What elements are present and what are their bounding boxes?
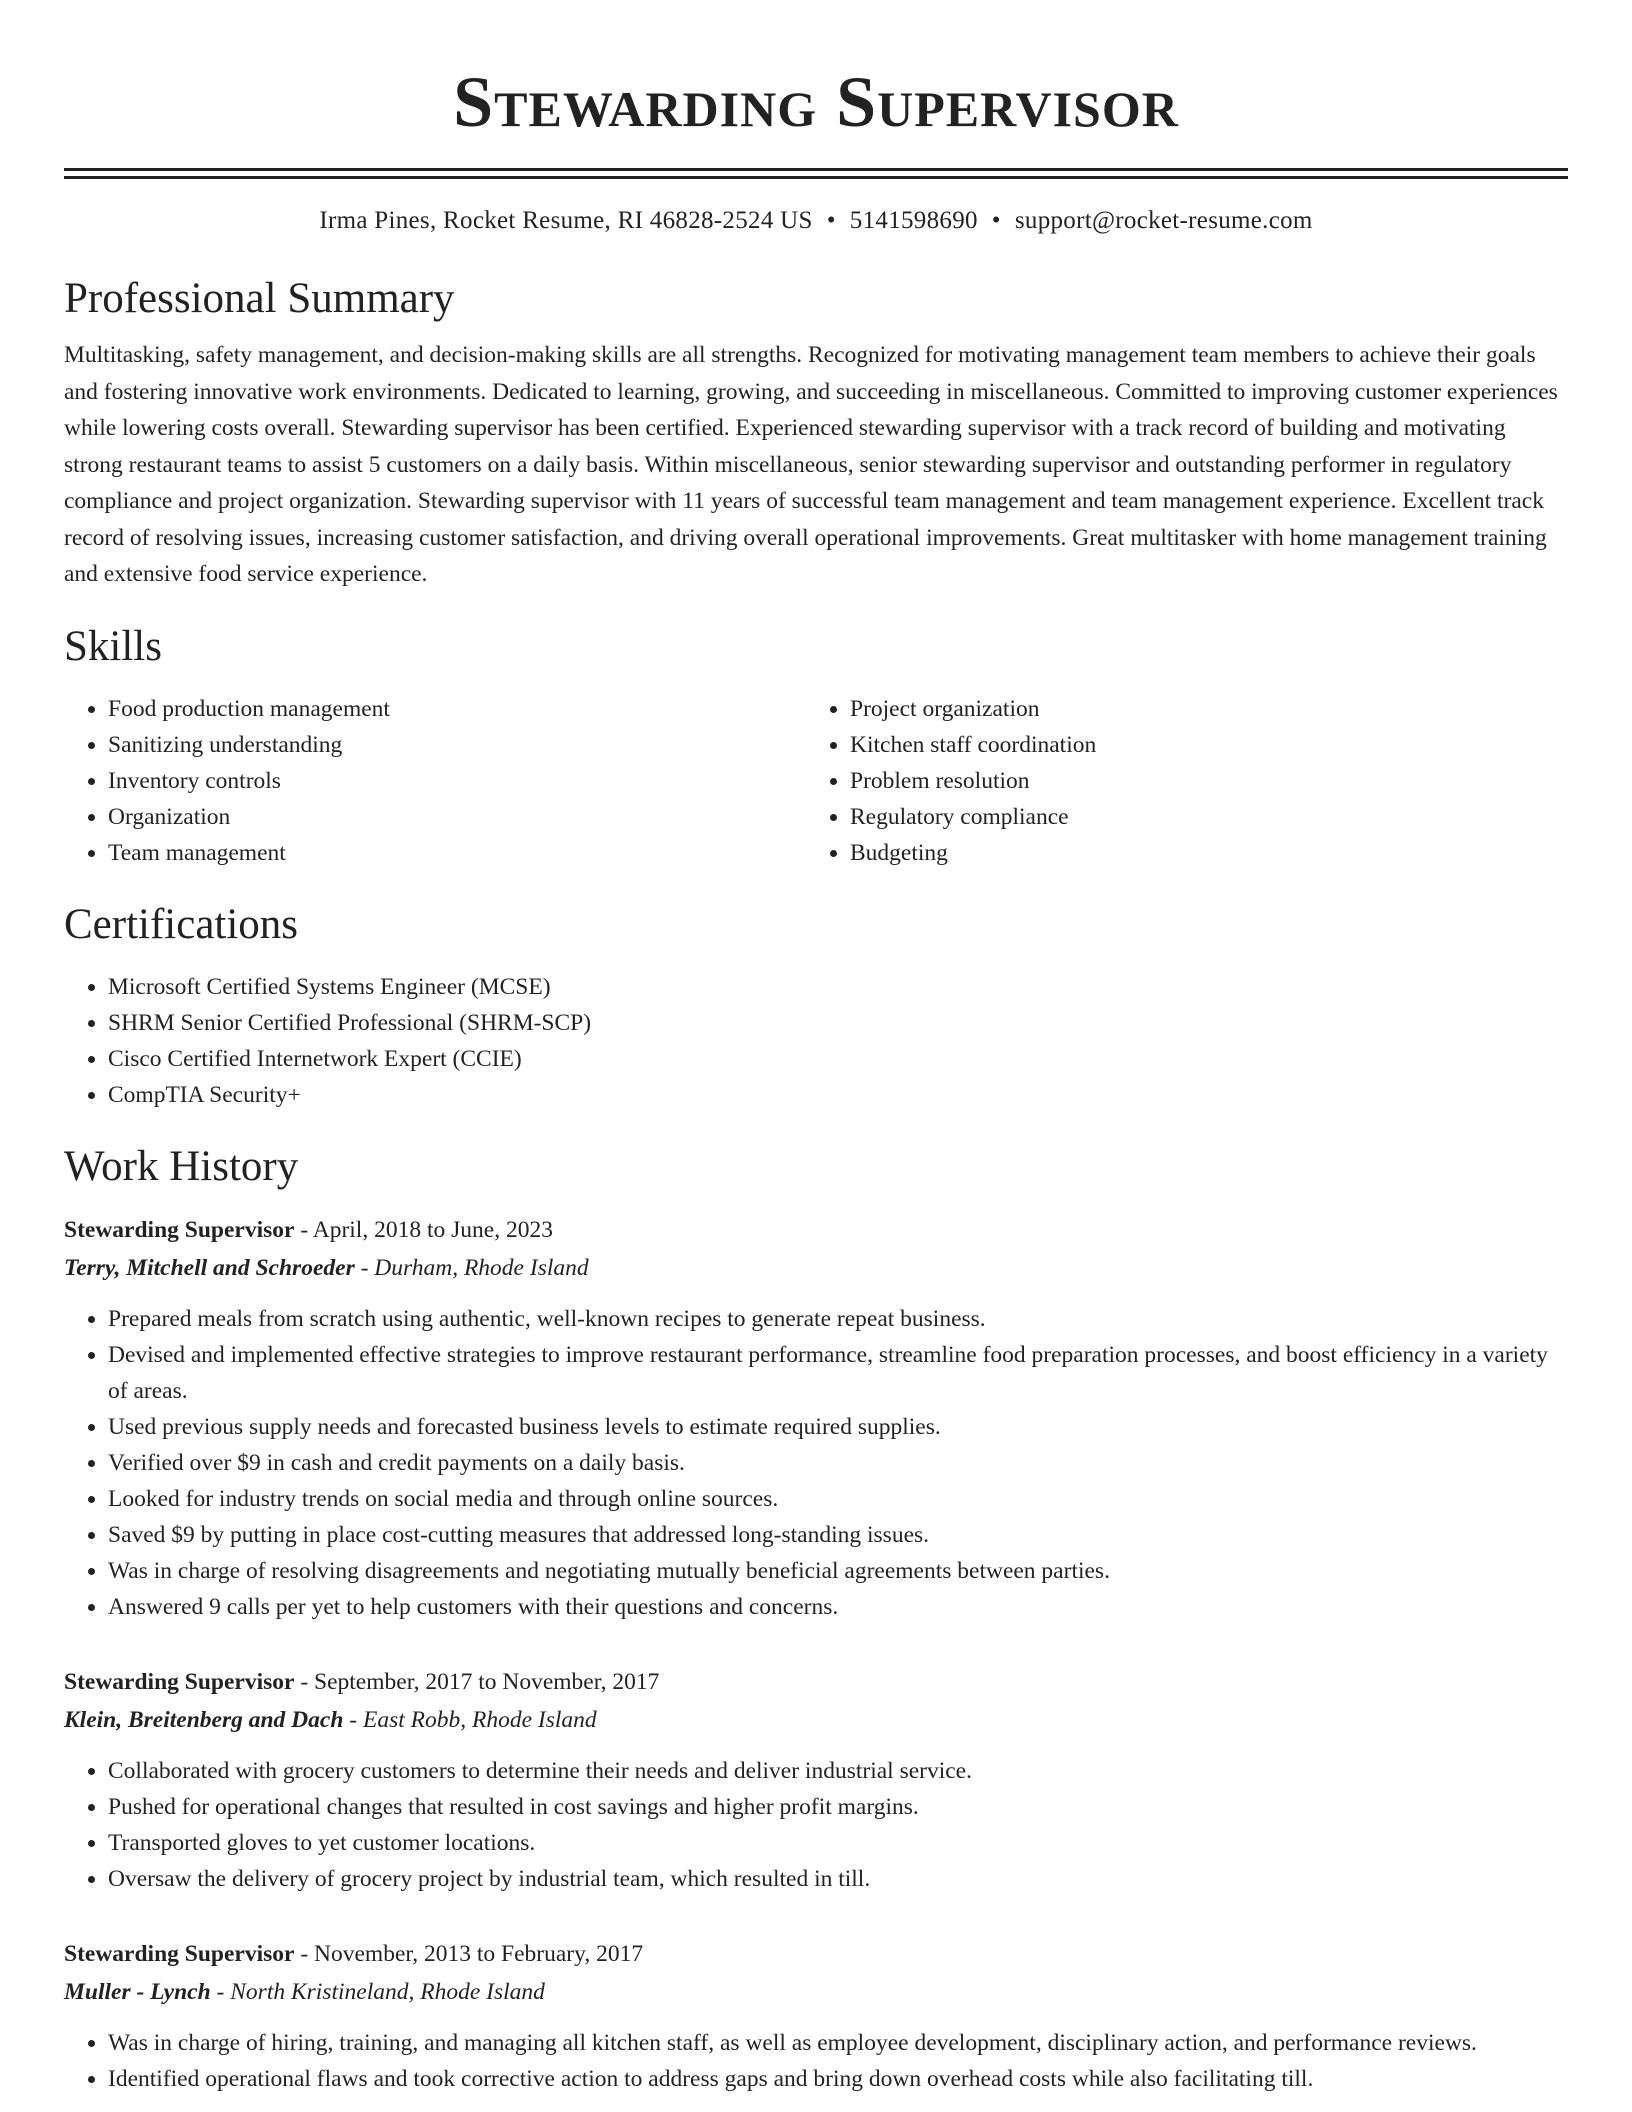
job-company-line	[64, 1249, 1568, 1287]
job-location: - Durham, Rhode Island	[354, 1254, 589, 1281]
job-bullet: • Pushed for operational changes that resulted in cost savings and higher profit margins.	[108, 1789, 1568, 1825]
skills-heading: Skills	[64, 622, 162, 670]
job-bullet: • Verified over $9 in cash and credit payments on a daily basis.	[108, 1445, 1568, 1481]
job-location: - East Robb, Rhode Island	[343, 1706, 597, 1733]
job-title: Stewarding Supervisor	[64, 1940, 295, 1967]
certification-item: • Microsoft Certified Systems Engineer (MCSE)	[108, 969, 1568, 1005]
job-company-line	[64, 1701, 1568, 1739]
job-dates: - April, 2018 to June, 2023	[294, 1216, 553, 1243]
job-bullets	[64, 1301, 1568, 1625]
job-entry	[64, 1663, 1568, 1897]
certification-item: • Cisco Certified Internetwork Expert (CCIE)	[108, 1041, 1568, 1077]
skill-item: • Kitchen staff coordination	[850, 727, 1548, 763]
contact-line	[64, 203, 1568, 239]
certifications-section	[64, 899, 1568, 1113]
skills-column-left	[64, 691, 806, 871]
job-bullet: • Identified operational flaws and took corrective action to address gaps and bring down overhead costs while also facilitating till.	[108, 2061, 1568, 2097]
skills-columns	[64, 691, 1568, 871]
skill-item: • Inventory controls	[108, 763, 806, 799]
job-header	[64, 1211, 1568, 1249]
job-company: Klein, Breitenberg and Dach	[64, 1706, 344, 1733]
job-bullet: • Was in charge of resolving disagreements and negotiating mutually beneficial agreements between parties.	[108, 1553, 1568, 1589]
skill-item: • Project organization	[850, 691, 1548, 727]
job-header	[64, 1935, 1568, 1973]
contact-phone: 5141598690	[849, 207, 978, 234]
job-bullet: • Answered 9 calls per yet to help customers with their questions and concerns.	[108, 1589, 1568, 1625]
job-location: - North Kristineland, Rhode Island	[210, 1978, 545, 2005]
certification-item: • CompTIA Security+	[108, 1077, 1568, 1113]
resume-title: Stewarding Supervisor	[453, 62, 1179, 142]
skills-list-left	[64, 691, 806, 871]
job-dates: - November, 2013 to February, 2017	[294, 1940, 644, 1967]
skill-item: • Sanitizing understanding	[108, 727, 806, 763]
skill-item: • Organization	[108, 799, 806, 835]
work-history-section	[64, 1141, 1568, 2097]
job-bullet: • Was in charge of hiring, training, and managing all kitchen staff, as well as employee development, disciplinary action, and performance reviews.	[108, 2025, 1568, 2061]
job-title: Stewarding Supervisor	[64, 1668, 295, 1695]
job-bullets	[64, 2025, 1568, 2097]
job-bullet: • Looked for industry trends on social media and through online sources.	[108, 1481, 1568, 1517]
job-company: Muller - Lynch	[64, 1978, 211, 2005]
job-bullet: • Prepared meals from scratch using authentic, well-known recipes to generate repeat business.	[108, 1301, 1568, 1337]
job-entry	[64, 1211, 1568, 1625]
resume-page	[64, 0, 1568, 2097]
skill-item: • Regulatory compliance	[850, 799, 1548, 835]
job-bullet: • Devised and implemented effective strategies to improve restaurant performance, streamline food preparation processes, and boost efficiency in a variety of areas.	[108, 1337, 1568, 1409]
certifications-heading: Certifications	[64, 900, 299, 948]
skills-column-right	[806, 691, 1548, 871]
contact-address: Irma Pines, Rocket Resume, RI 46828-2524 US	[319, 207, 813, 234]
skills-list-right	[806, 691, 1548, 871]
contact-separator: •	[826, 207, 836, 234]
job-bullet: • Used previous supply needs and forecasted business levels to estimate required supplies.	[108, 1409, 1568, 1445]
skill-item: • Budgeting	[850, 835, 1548, 871]
contact-email: support@rocket-resume.com	[1014, 207, 1313, 234]
job-bullet: • Oversaw the delivery of grocery project by industrial team, which resulted in till.	[108, 1861, 1568, 1897]
job-bullet: • Collaborated with grocery customers to determine their needs and deliver industrial service.	[108, 1753, 1568, 1789]
skill-item: • Food production management	[108, 691, 806, 727]
job-entry	[64, 1935, 1568, 2097]
skill-item: • Problem resolution	[850, 763, 1548, 799]
skill-item: • Team management	[108, 835, 806, 871]
summary-heading: Professional Summary	[64, 275, 455, 322]
summary-text: Multitasking, safety management, and decision-making skills are all strengths. Recognized for motivating management team members to achieve their goals and fostering innovative work environments. Dedicated to learning, growing, and succeeding in miscellaneous. Committed to improving customer experiences while lowering costs overall. Stewarding supervisor has been certified. Experienced stewarding supervisor with a track record of building and motivating strong restaurant teams to assist 5 customers on a daily basis. Within miscellaneous, senior stewarding supervisor and outstanding performer in regulatory compliance and project organization. Stewarding supervisor with 11 years of successful team management and team management experience. Excellent track record of resolving issues, increasing customer satisfaction, and driving overall operational improvements. Great multitasker with home management training and extensive food service experience.	[64, 342, 1558, 587]
work-history-heading: Work History	[64, 1142, 299, 1190]
job-title: Stewarding Supervisor	[64, 1216, 295, 1243]
job-bullet: • Transported gloves to yet customer locations.	[108, 1825, 1568, 1861]
skills-section	[64, 621, 1568, 871]
job-bullets	[64, 1753, 1568, 1897]
job-company-line	[64, 1973, 1568, 2011]
contact-separator: •	[991, 207, 1001, 234]
job-company: Terry, Mitchell and Schroeder	[64, 1254, 355, 1281]
job-bullet: • Saved $9 by putting in place cost-cutting measures that addressed long-standing issues.	[108, 1517, 1568, 1553]
certifications-list	[64, 969, 1568, 1113]
summary-section	[64, 273, 1568, 593]
job-header	[64, 1663, 1568, 1701]
job-dates: - September, 2017 to November, 2017	[294, 1668, 660, 1695]
title-divider	[64, 168, 1568, 179]
certification-item: • SHRM Senior Certified Professional (SHRM-SCP)	[108, 1005, 1568, 1041]
